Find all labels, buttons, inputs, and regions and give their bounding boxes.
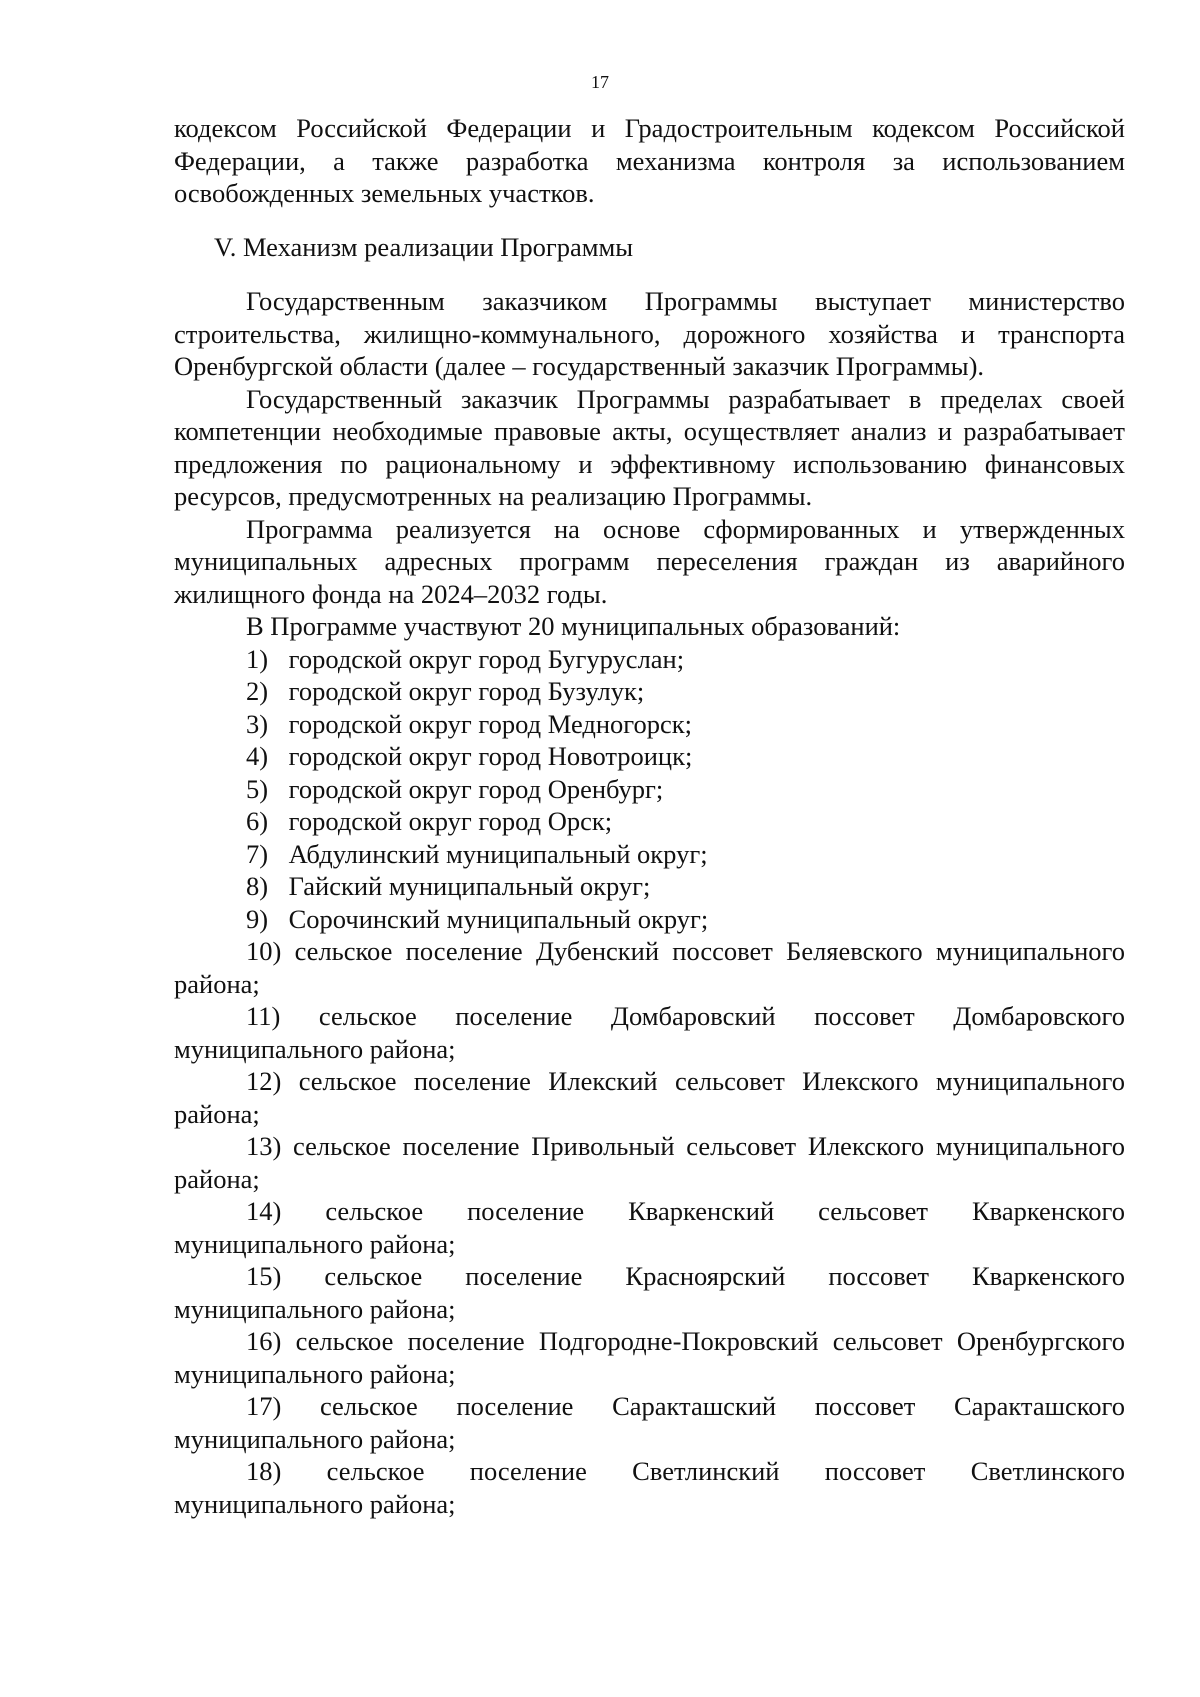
list-item [174, 1000, 1125, 1065]
list-item [174, 708, 1125, 741]
list-item-number: 7) [246, 838, 269, 869]
list-item-number: 10) [246, 936, 282, 966]
list-item-text: сельское поселение Дубенский поссовет Беляевского муниципального района; [174, 936, 1125, 999]
list-item-text: городской округ город Орск; [288, 806, 613, 836]
paragraph: В Программе участвуют 20 муниципальных образований: [246, 611, 901, 641]
list-item [174, 1390, 1125, 1455]
paragraph: Государственный заказчик Программы разрабатывает в пределах своей компетенции необходимые правовые акты, осуществляет анализ и разрабатывает предложения по рациональному и эффективному использованию финансовых ресурсов, предусмотренных на реализацию Программы. [174, 383, 1125, 511]
list-item-number: 4) [246, 741, 269, 771]
list-item [174, 1065, 1125, 1130]
list-item-text: Сорочинский муниципальный округ; [288, 903, 709, 934]
list-item [174, 773, 1125, 806]
list-item [174, 675, 1125, 708]
document-body [174, 112, 1125, 1520]
list-item-number: 6) [246, 806, 269, 836]
list-item-number: 2) [246, 676, 269, 706]
list-item [174, 935, 1125, 1000]
list-item [174, 903, 1125, 936]
list-item-number: 13) [246, 1131, 282, 1161]
list-item-number: 3) [246, 708, 269, 739]
list-item [174, 838, 1125, 871]
list-item [174, 805, 1125, 838]
intro-paragraph: кодексом Российской Федерации и Градостроительным кодексом Российской Федерации, а также разработка механизма контроля за использованием освобожденных земельных участков. [174, 113, 1125, 208]
list-item [174, 1455, 1125, 1520]
list-item-number: 17) [246, 1391, 282, 1421]
list-item [174, 1195, 1125, 1260]
list-item-text: городской округ город Медногорск; [288, 708, 692, 739]
list-item-text: городской округ город Бузулук; [288, 676, 645, 706]
list-item-number: 16) [246, 1326, 282, 1356]
list-item-number: 1) [246, 643, 269, 674]
list-item-number: 11) [246, 1001, 281, 1031]
list-item-number: 8) [246, 871, 269, 901]
list-item-number: 12) [246, 1066, 282, 1096]
list-item [174, 870, 1125, 903]
list-item-text: городской округ город Бугуруслан; [288, 643, 685, 674]
list-item-number: 15) [246, 1261, 282, 1291]
list-item-number: 14) [246, 1196, 282, 1226]
list-item [174, 1260, 1125, 1325]
list-item-text: сельское поселение Светлинский поссовет Светлинского муниципального района; [174, 1456, 1126, 1519]
list-item [174, 1325, 1125, 1390]
list-item-number: 18) [246, 1456, 282, 1486]
list-item-text: городской округ город Новотроицк; [288, 741, 693, 771]
page-number: 17 [591, 72, 609, 92]
list-item-text: городской округ город Оренбург; [288, 773, 664, 804]
paragraph: Государственным заказчиком Программы выступает министерство строительства, жилищно-коммунального, дорожного хозяйства и транспорта Оренбургской области (далее – государственный заказчик Программы). [174, 286, 1125, 381]
paragraph: Программа реализуется на основе сформированных и утвержденных муниципальных адресных программ переселения граждан из аварийного жилищного фонда на 2024–2032 годы. [174, 513, 1125, 609]
list-item-text: сельское поселение Привольный сельсовет Илекского муниципального района; [174, 1131, 1125, 1194]
list-item-text: сельское поселение Домбаровский поссовет Домбаровского муниципального района; [174, 1001, 1125, 1064]
list-item-text: сельское поселение Саракташский поссовет Саракташского муниципального района; [174, 1391, 1125, 1454]
list-item-number: 9) [246, 903, 269, 934]
list-item-text: сельское поселение Кваркенский сельсовет Кваркенского муниципального района; [174, 1196, 1125, 1259]
list-item-text: Гайский муниципальный округ; [288, 871, 651, 901]
section-title: V. Механизм реализации Программы [214, 231, 634, 262]
list-item-text: сельское поселение Красноярский поссовет Кваркенского муниципального района; [174, 1261, 1125, 1324]
list-item-text: Абдулинский муниципальный округ; [288, 838, 708, 869]
list-item-number: 5) [246, 773, 269, 804]
list-item-text: сельское поселение Илекский сельсовет Илекского муниципального района; [174, 1066, 1125, 1129]
list-item-text: сельское поселение Подгородне-Покровский сельсовет Оренбургского муниципального района; [174, 1326, 1126, 1389]
list-item [174, 1130, 1125, 1195]
list-item [174, 740, 1125, 773]
list-item [174, 643, 1125, 676]
